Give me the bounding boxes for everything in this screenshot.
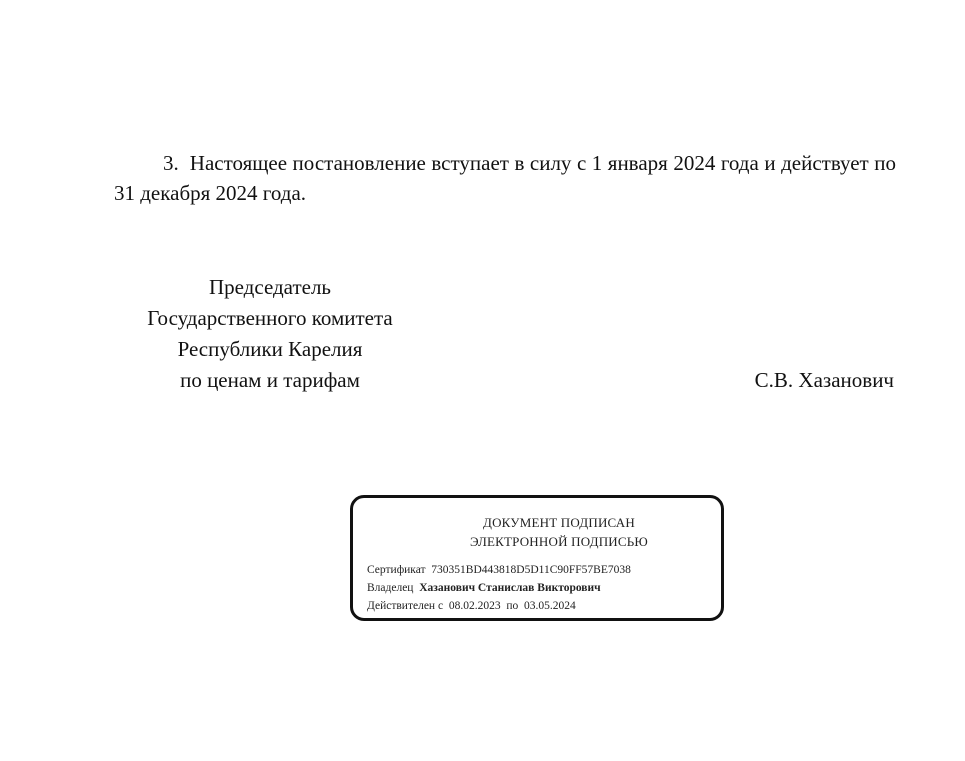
position-line-2: Государственного комитета: [147, 306, 393, 330]
valid-from: 08.02.2023: [448, 600, 501, 612]
stamp-heading-line-1: ДОКУМЕНТ ПОДПИСАН: [483, 515, 635, 530]
valid-to-label: по: [506, 600, 519, 612]
validity-row: [367, 597, 631, 615]
clause-3-paragraph: 3. Настоящее постановление вступает в силу с 1 января 2024 года и действует по 31 декабря 2024 года.: [114, 151, 896, 205]
certificate-label: Сертификат: [367, 564, 426, 576]
stamp-heading: [353, 513, 721, 551]
owner-label: Владелец: [367, 582, 414, 594]
signer-name: С.В. Хазанович: [754, 368, 894, 392]
certificate-value: 730351BD443818D5D11C90FF57BE7038: [431, 564, 631, 576]
owner-row: [367, 579, 631, 597]
position-line-3: Республики Карелия: [177, 337, 363, 361]
certificate-row: [367, 561, 631, 579]
electronic-signature-stamp: [350, 495, 724, 621]
stamp-details: [367, 561, 631, 615]
valid-to: 03.05.2024: [523, 600, 576, 612]
owner-value: Хазанович Станислав Викторович: [419, 582, 601, 594]
stamp-heading-line-2: ЭЛЕКТРОННОЙ ПОДПИСЬЮ: [470, 534, 648, 549]
valid-label: Действителен с: [367, 600, 444, 612]
position-line-4: по ценам и тарифам: [180, 368, 360, 392]
position-line-1: Председатель: [208, 275, 332, 299]
signatory-position: [114, 272, 426, 396]
